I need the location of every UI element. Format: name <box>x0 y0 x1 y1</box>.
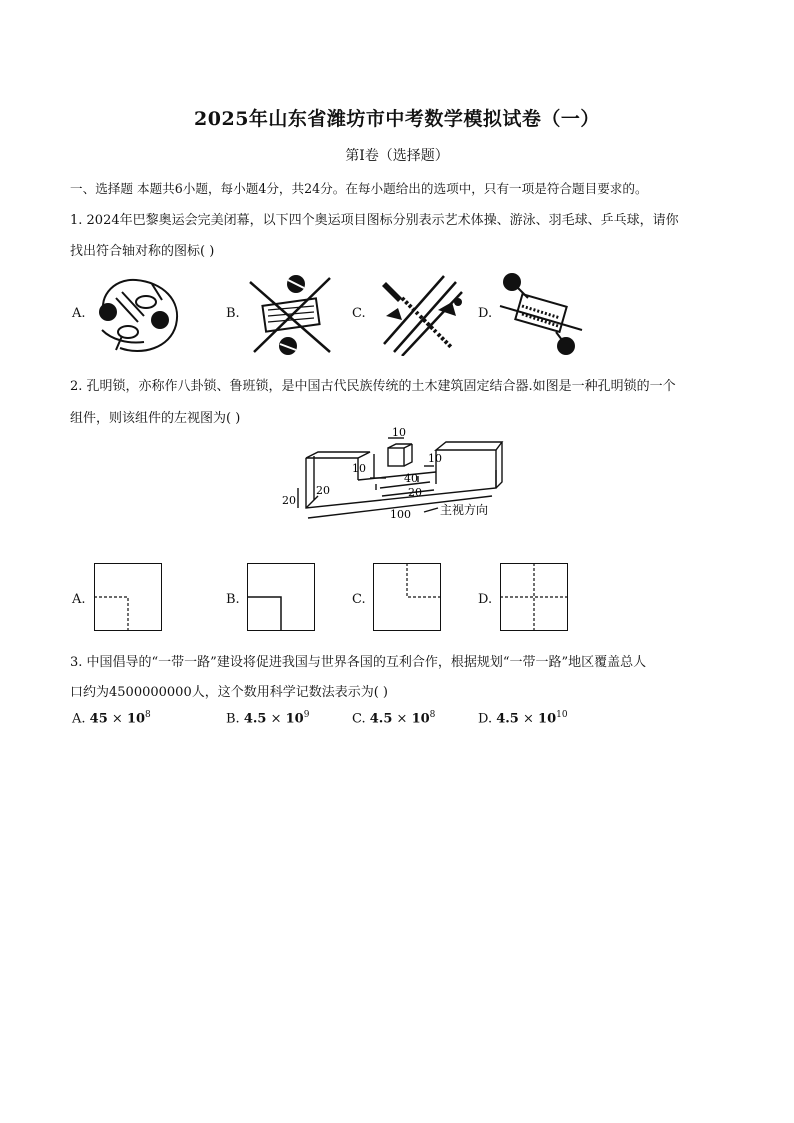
q3-stem-line1: 3. 中国倡导的“一带一路”建设将促进我国与世界各国的互利合作，根据规划“一带一路”地区覆盖总人 <box>70 655 647 670</box>
q1-option-b-label: B. <box>226 306 240 321</box>
q3-option-a <box>72 710 151 726</box>
fig-label-100: 100 <box>390 508 411 521</box>
q3-option-a-label: A. <box>72 711 86 727</box>
q3-option-a-mantissa: 45 <box>89 711 108 727</box>
q2-option-b-label: B. <box>226 592 240 607</box>
fig-label-20-mid: 20 <box>408 486 422 499</box>
q3-option-d-mantissa: 4.5 <box>496 711 519 727</box>
fig-label-20-inner: 20 <box>316 484 330 497</box>
q3-option-b-exp: 9 <box>303 710 310 720</box>
q3-option-b <box>226 710 309 726</box>
q2-option-c-dashed-lines <box>373 563 441 631</box>
q2-option-a-dashed-lines <box>94 563 162 631</box>
q3-option-c-label: C. <box>352 711 366 727</box>
q3-option-d <box>478 710 568 726</box>
q1-option-d-label: D. <box>478 306 493 321</box>
q2-option-d-view <box>500 563 568 631</box>
q3-option-d-base: 10 <box>538 711 557 727</box>
q2-option-b-solid-lines <box>247 563 315 631</box>
q3-option-b-label: B. <box>226 711 240 727</box>
exam-title: 2025年山东省潍坊市中考数学模拟试卷（一） <box>194 108 600 130</box>
volume-title: 第I卷（选择题） <box>345 148 449 164</box>
fig-label-10-right: 10 <box>428 452 442 465</box>
q3-option-a-exp: 8 <box>145 710 151 720</box>
q3-option-a-times: × <box>111 711 123 727</box>
fig-label-10-left: 10 <box>352 462 366 475</box>
q3-option-d-times: × <box>523 711 534 727</box>
gymnastics-icon <box>92 270 188 358</box>
q1-stem-line1: 1. 2024年巴黎奥运会完美闭幕，以下四个奥运项目图标分别表示艺术体操、游泳、羽毛球、乒乓球，请你 <box>70 213 679 228</box>
q2-option-c-view <box>373 563 441 631</box>
q2-option-c-label: C. <box>352 592 366 607</box>
q3-stem-line2: 口约为4500000000人，这个数用科学记数法表示为( ) <box>70 685 388 700</box>
q3-option-a-base: 10 <box>126 711 146 727</box>
q3-option-c-exp: 8 <box>429 710 436 720</box>
section-intro: 一、选择题 本题共6小题，每小题4分，共24分。在每小题给出的选项中，只有一项是符合题目要求的。 <box>70 181 648 196</box>
q3-option-c <box>352 710 435 726</box>
q2-option-d-dashed-lines <box>500 563 568 631</box>
q3-option-c-times: × <box>396 711 408 727</box>
table-tennis-icon <box>496 270 588 358</box>
q2-option-a-label: A. <box>72 592 86 607</box>
fig-label-view-direction: 主视方向 <box>440 503 489 517</box>
q1-option-c-label: C. <box>352 306 366 321</box>
q3-option-c-mantissa: 4.5 <box>369 711 393 727</box>
q3-option-b-base: 10 <box>285 711 304 727</box>
swimming-icon <box>244 272 340 356</box>
q3-option-d-label: D. <box>478 711 493 727</box>
kongming-lock-figure <box>278 426 518 522</box>
q3-option-d-exp: 10 <box>556 710 568 720</box>
q1-option-a-label: A. <box>72 306 86 321</box>
q3-option-c-base: 10 <box>411 711 430 727</box>
q2-option-d-label: D. <box>478 592 493 607</box>
q2-option-b-view <box>247 563 315 631</box>
badminton-icon <box>372 272 468 356</box>
q3-option-b-times: × <box>270 711 282 727</box>
q2-option-a-view <box>94 563 162 631</box>
fig-label-20-outer: 20 <box>282 494 296 507</box>
fig-label-40: 40 <box>404 472 418 485</box>
q2-stem-line2: 组件，则该组件的左视图为( ) <box>70 411 241 426</box>
q3-option-b-mantissa: 4.5 <box>243 711 267 727</box>
q1-stem-line2: 找出符合轴对称的图标( ) <box>70 244 215 259</box>
q2-stem-line1: 2. 孔明锁，亦称作八卦锁、鲁班锁，是中国古代民族传统的土木建筑固定结合器.如图是一种孔明锁的一个 <box>70 379 676 394</box>
fig-label-10-top: 10 <box>392 426 406 439</box>
